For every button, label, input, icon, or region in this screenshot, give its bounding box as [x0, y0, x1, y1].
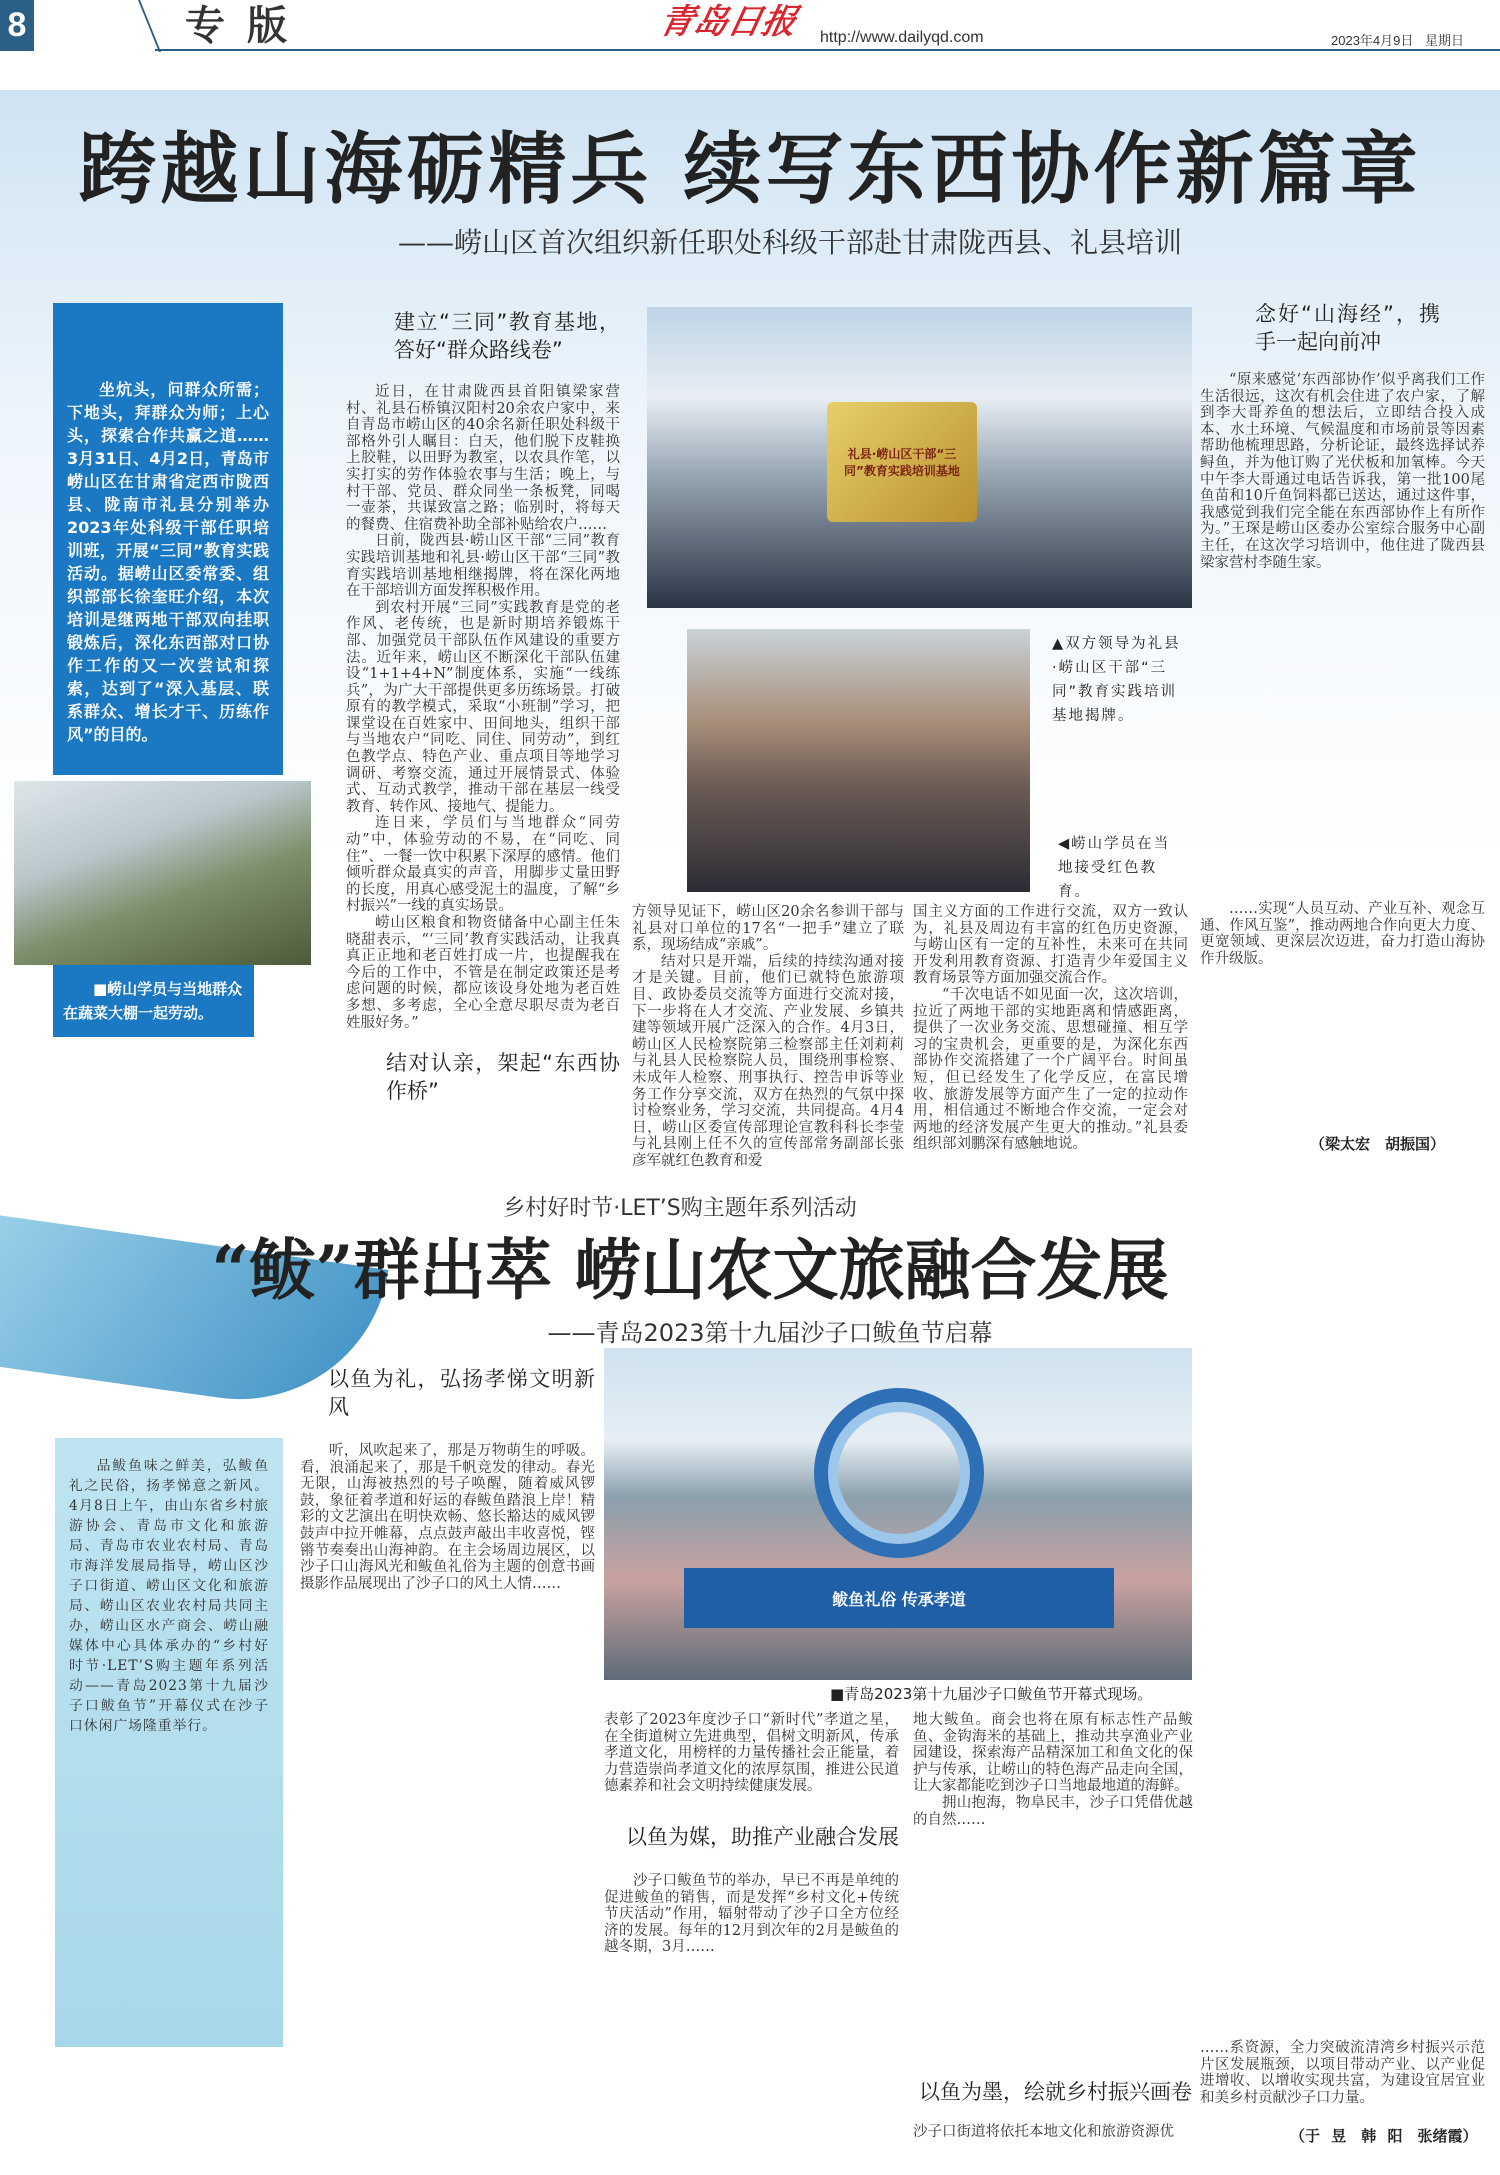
paragraph: 结对只是开端，后续的持续沟通对接才是关键。目前，他们已就特色旅游项目、政协委员交流等方面进行交流对接，下一步将在人才交流、产业发展、乡镇共建等领域开展广泛深入的合作。4月3日，崂山区人民检察院第三检察部主任刘莉莉与礼县人民检察院人员，围绕刑事检察、未成年人检察、刑事执行、控告申诉等业务工作分享交流，双方在热烈的气氛中探讨检察业务，学习交流，共同提高。4月4日，崂山区委宣传部理论宣教科科长李莹与礼县刚上任不久的宣传部常务副部长张彦军就红色教育和爱 — [632, 953, 904, 1169]
story2-intro-box: 品鲅鱼味之鲜美，弘鲅鱼礼之民俗，扬孝悌意之新风。4月8日上午，由山东省乡村旅游协会、青岛市文化和旅游局、青岛市农业农村局、青岛市海洋发展局指导，崂山区沙子口街道、崂山区文化和旅游局、崂山区农业农村局共同主办，崂山区水产商会、崂山融媒体中心具体承办的“乡村好时节·LET’S购主题年系列活动——青岛2023第十九届沙子口鲅鱼节”开幕仪式在沙子口休闲广场隆重举行。 — [55, 1438, 283, 2047]
paragraph: 方领导见证下，崂山区20余名参训干部与礼县对口单位的17名“一把手”建立了联系，现场结成“亲戚”。 — [632, 904, 904, 954]
issue-date: 2023年4月9日 星期日 — [1331, 33, 1464, 48]
paragraph: 沙子口鲅鱼节的举办，早已不再是单纯的促进鲅鱼的销售，而是发挥“乡村文化+传统节庆活动”作用，辐射带动了沙子口全方位经济的发展。每年的12月到次年的2月是鲅鱼的越冬期，3月…… — [604, 1872, 899, 1956]
paragraph: 崂山区粮食和物资储备中心副主任朱晓甜表示，“‘三同’教育实践活动，让我真真正正地和老百姓打成一片，也提醒我在今后的工作中，不管是在制定政策还是考虑问题的时候，都应该设身处地为老百姓多想、多考虑，全心全意尽职尽责为老百姓服好务。” — [346, 915, 620, 1031]
story1-intro-box: 坐炕头，问群众所需；下地头，拜群众为师；上心头，探索合作共赢之道……3月31日、4月2日，青岛市崂山区在甘肃省定西市陇西县、陇南市礼县分别举办2023年处科级干部任职培训班，开展“三同”教育实践活动。据崂山区委常委、组织部部长徐奎旺介绍，本次培训是继两地干部双向挂职锻炼后，深化东西部对口协作工作的又一次尝试和探索，达到了“深入基层、联系群众、增长才干、历练作风”的目的。 — [53, 303, 283, 775]
story1-section-heading-3: 念好“山海经”，携手一起向前冲 — [1255, 302, 1440, 354]
paragraph: “原来感觉‘东西部协作’似乎离我们工作生活很远，这次有机会住进了农户家，了解到李大哥养鱼的想法后，立即结合投入成本、水土环境、气候温度和市场前景等因素帮助他梳理思路，分析论证，最终选择试养鲟鱼，并为他订购了光伏板和加氧棒。今天中午李大哥通过电话告诉我，第一批100尾鱼苗和10斤鱼饲料都已送达，通过这件事，我感觉到我们完全能在东西部协作上有所作为。”王琛是崂山区委办公室综合服务中心副主任，在这次学习培训中，他住进了陇西县梁家营村李随生家。 — [1200, 372, 1485, 571]
story1-column-3 — [632, 904, 904, 1170]
caption-red-education: ◀崂山学员在当地接受红色教育。 — [1058, 836, 1171, 900]
story2-column-2 — [604, 1712, 899, 1956]
paragraph: ……实现“人员互动、产业互补、观念互通、作风互鉴”，推动两地合作向更大力度、更宽领域、更深层次迈进，奋力打造山海协作升级版。 — [1200, 901, 1485, 967]
globe-sculpture — [814, 1388, 984, 1558]
photo-greenhouse-caption: ■崂山学员与当地群众在蔬菜大棚一起劳动。 — [53, 965, 254, 1037]
paragraph: 近日，在甘肃陇西县首阳镇梁家营村、礼县石桥镇汉阳村20余农户家中，来自青岛市崂山区的40余名新任职处科级干部格外引人瞩目：白天，他们脱下皮鞋换上胶鞋，以田野为教室，以农具作笔，以实打实的劳作体验农事与生活；晚上，与村干部、党员、群众同坐一条板凳，同喝一壶茶，共谋致富之路；临别时，将每天的餐费、住宿费补助全部补贴给农户…… — [346, 384, 620, 533]
caption-unveiling: ▲双方领导为礼县·崂山区干部“三同”教育实践培训基地揭牌。 — [1052, 636, 1181, 724]
paragraph: 日前，陇西县·崂山区干部“三同”教育实践培训基地和礼县·崂山区干部“三同”教育实践培训基地相继揭牌，将在深化两地在干部培训方面发挥积极作用。 — [346, 533, 620, 600]
page-number: 8 — [0, 0, 34, 51]
photo-festival-opening — [604, 1348, 1192, 1680]
paragraph: 拥山抱海，物阜民丰，沙子口凭借优越的自然…… — [913, 1794, 1193, 1828]
section-name: 专版 — [185, 2, 309, 49]
paragraph: ……系资源，全力突破流清湾乡村振兴示范片区发展瓶颈，以项目带动产业、以产业促进增收、以增收实现共富，为建设宜居宜业和美乡村贡献沙子口力量。 — [1200, 2040, 1485, 2106]
story1-section-heading-2: 结对认亲，架起“东西协作桥” — [386, 1051, 620, 1104]
paragraph: 到农村开展“三同”实践教育是党的老作风、老传统，也是新时期培养锻炼干部、加强党员干部队伍作风建设的重要方法。近年来，崂山区不断深化干部队伍建设“1+1+4+N”制度体系，实施“一线练兵”，为广大干部提供更多历练场景。打破原有的教学模式，采取“小班制”学习，把课堂设在百姓家中、田间地头，组织干部与当地农户“同吃、同住、同劳动”，到红色教学点、特色产业、重点项目等地学习调研、考察交流，通过开展情景式、体验式、互动式教学，推动干部在基层一线受教育、转作风、接地气、提能力。 — [346, 599, 620, 815]
stage-banner: 鲅鱼礼俗 传承孝道 — [684, 1568, 1114, 1628]
story1-column-5 — [1200, 300, 1485, 968]
story2-kicker: 乡村好时节·LET’S购主题年系列活动 — [503, 1196, 857, 1221]
photo-plaque-unveiling — [647, 307, 1192, 608]
story1-headline: 跨越山海砺精兵 续写东西协作新篇章 — [78, 124, 1422, 215]
paragraph: 表彰了2023年度沙子口“新时代”孝道之星，在全街道树立先进典型，倡树文明新风，传承孝道文化，用榜样的力量传播社会正能量，着力营造崇尚孝道文化的浓厚氛围，推进公民道德素养和社会文明持续健康发展。 — [604, 1712, 899, 1795]
paragraph: 沙子口街道将依托本地文化和旅游资源优 — [913, 2124, 1174, 2141]
paragraph: “千次电话不如见面一次，这次培训，拉近了两地干部的实地距离和情感距离，提供了一次业务交流、思想碰撞、相互学习的宝贵机会，更重要的是，为深化东西部协作交流搭建了一个广阔平台。时间虽短，但已经发生了化学反应，在富民增收、旅游发展等方面产生了一定的拉动作用，相信通过不断地合作交流，一定会对两地的经济发展产生更大的推动。”礼县委组织部刘鹏深有感触地说。 — [913, 986, 1188, 1153]
story2-headline: “鲅”群出萃 崂山农文旅融合发展 — [211, 1231, 1169, 1309]
story1-subheadline: ——崂山区首次组织新任职处科级干部赴甘肃陇西县、礼县培训 — [397, 226, 1182, 259]
story1-column-4 — [913, 904, 1188, 1153]
story1-byline: （梁太宏 胡振国） — [1310, 1135, 1446, 1153]
photo-greenhouse-labor — [14, 781, 311, 965]
newspaper-url[interactable]: http://www.dailyqd.com — [820, 29, 984, 46]
newspaper-logo: 青岛日报 — [655, 2, 801, 42]
plaque — [827, 402, 977, 522]
plaque-text: 礼县·崂山区干部“三同”教育实践培训基地 — [844, 447, 960, 478]
story2-section-heading-3: 以鱼为墨，绘就乡村振兴画卷 — [919, 2080, 1192, 2105]
paragraph: 听，风吹起来了，那是万物萌生的呼吸。看，浪涌起来了，那是千帆竞发的律动。春光无限，山海被热烈的号子唤醒，随着威风锣鼓，象征着孝道和好运的春鲅鱼踏浪上岸！精彩的文艺演出在明快欢畅、悠长豁达的威风锣鼓声中拉开帷幕，点点鼓声敲出丰收喜悦，铿锵节奏奏出山海神韵。在主会场周边展区，以沙子口山海风光和鲅鱼礼俗为主题的创意书画摄影作品展现出了沙子口的风土人情…… — [300, 1443, 595, 1592]
story2-column-4 — [1200, 2040, 1485, 2106]
story2-subheadline: ——青岛2023第十九届沙子口鲅鱼节启幕 — [547, 1319, 993, 1347]
story2-section-heading-1: 以鱼为礼，弘扬孝悌文明新风 — [328, 1367, 595, 1419]
paragraph: 地大鲅鱼。商会也将在原有标志性产品鲅鱼、金钩海米的基础上，推动共享渔业产业园建设，探索海产品精深加工和鱼文化的保护与传承，让崂山的特色海产品走向全国，让大家都能吃到沙子口当地最地道的海鲜。 — [913, 1712, 1193, 1795]
paragraph: 连日来，学员们与当地群众“同劳动”中，体验劳动的不易，在“同吃、同住”、一餐一饮中积累下深厚的感情。他们倾听群众最真实的声音，用脚步丈量田野的长度，用真心感受泥土的温度，了解“乡村振兴”一线的真实场景。 — [346, 815, 620, 915]
story2-column-1 — [300, 1365, 595, 1592]
story2-column-3 — [913, 1712, 1193, 2141]
story1-column-1 — [346, 308, 620, 1105]
story1-section-heading-1: 建立“三同”教育基地，答好“群众路线卷” — [394, 310, 620, 362]
paragraph: 国主义方面的工作进行交流，双方一致认为，礼县及周边有丰富的红色历史资源，与崂山区有一定的互补性，未来可在共同开发利用教育资源、打造青少年爱国主义教育场景等方面加强交流合作。 — [913, 904, 1188, 987]
festival-photo-caption: ■青岛2023第十九届沙子口鲅鱼节开幕式现场。 — [830, 1685, 1153, 1703]
header-rule — [155, 49, 1500, 51]
header-divider — [138, 0, 161, 52]
photo-red-education — [687, 629, 1030, 892]
story2-byline: （于 昱 韩 阳 张绪霞） — [1290, 2127, 1478, 2145]
story2-section-heading-2: 以鱼为媒，助推产业融合发展 — [626, 1824, 899, 1849]
